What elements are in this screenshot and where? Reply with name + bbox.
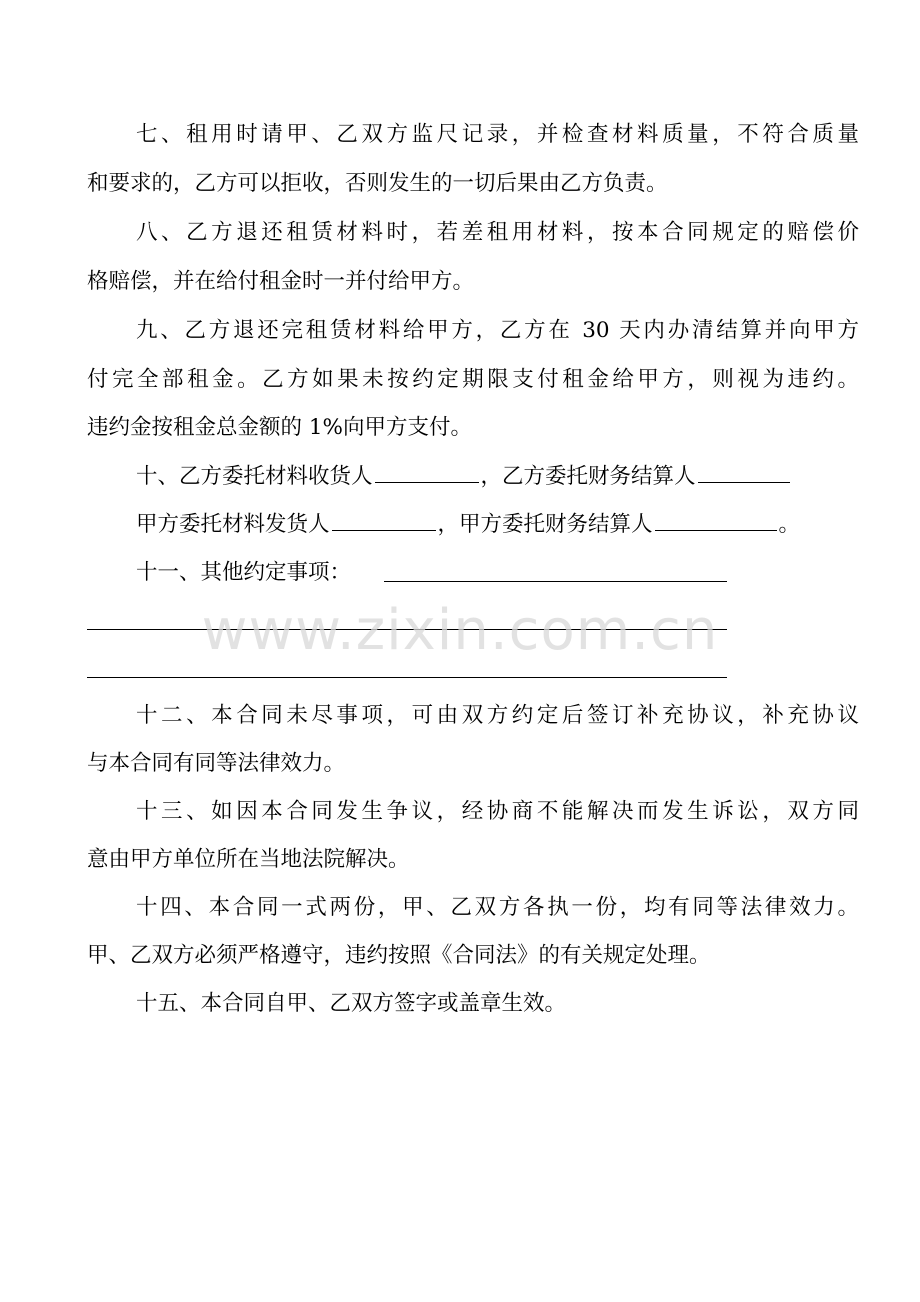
settler-b-blank[interactable] — [698, 456, 790, 483]
watermark: www.zixin.com.cn — [201, 598, 719, 663]
clause-14-line-2: 甲、乙双方必须严格遵守，违约按照《合同法》的有关规定处理。 — [87, 943, 711, 968]
clause-9-line-2: 付完全部租金。乙方如果未按约定期限支付租金给甲方，则视为违约。 — [87, 367, 859, 392]
clause-7-line-1: 七、租用时请甲、乙双方监尺记录，并检查材料质量，不符合质量 — [136, 122, 859, 147]
receiver-blank[interactable] — [375, 456, 479, 483]
shipper-blank[interactable] — [332, 504, 436, 531]
clause-11-blank-1[interactable] — [384, 581, 727, 582]
clause-11-label: 十一、其他约定事项： — [136, 560, 352, 585]
clause-10-line-1 — [136, 456, 859, 496]
clause-13-line-2: 意由甲方单位所在当地法院解决。 — [87, 847, 410, 872]
clause-10-label-settler-a: ，甲方委托财务结算人 — [437, 512, 653, 537]
clause-14-line-1: 十四、本合同一式两份，甲、乙双方各执一份，均有同等法律效力。 — [136, 895, 859, 920]
clause-7-line-2: 和要求的，乙方可以拒收，否则发生的一切后果由乙方负责。 — [87, 171, 668, 196]
clause-10-label-settler-b: ，乙方委托财务结算人 — [480, 464, 696, 489]
clause-8-line-1: 八、乙方退还租赁材料时，若差租用材料，按本合同规定的赔偿价 — [136, 220, 859, 245]
clause-9-line-1: 九、乙方退还完租赁材料给甲方，乙方在 30 天内办清结算并向甲方 — [136, 318, 859, 343]
clause-12-line-1: 十二、本合同未尽事项，可由双方约定后签订补充协议，补充协议 — [136, 703, 859, 728]
clause-11-blank-3[interactable] — [87, 677, 727, 678]
settler-a-blank[interactable] — [655, 504, 777, 531]
clause-10-label-receiver: 十、乙方委托材料收货人 — [136, 464, 373, 489]
clause-10-period: 。 — [778, 512, 801, 537]
clause-10-label-shipper: 甲方委托材料发货人 — [136, 512, 330, 537]
clause-12-line-2: 与本合同有同等法律效力。 — [87, 751, 346, 776]
clause-9-line-3: 违约金按租金总金额的 1%向甲方支付。 — [87, 415, 472, 440]
clause-11-line — [136, 553, 859, 593]
clause-10-line-2 — [136, 504, 859, 544]
clause-8-line-2: 格赔偿，并在给付租金时一并付给甲方。 — [87, 269, 475, 294]
clause-13-line-1: 十三、如因本合同发生争议，经协商不能解决而发生诉讼，双方同 — [136, 799, 859, 824]
clause-11-blank-2[interactable] — [87, 629, 727, 630]
clause-15-line-1: 十五、本合同自甲、乙双方签字或盖章生效。 — [136, 991, 567, 1016]
